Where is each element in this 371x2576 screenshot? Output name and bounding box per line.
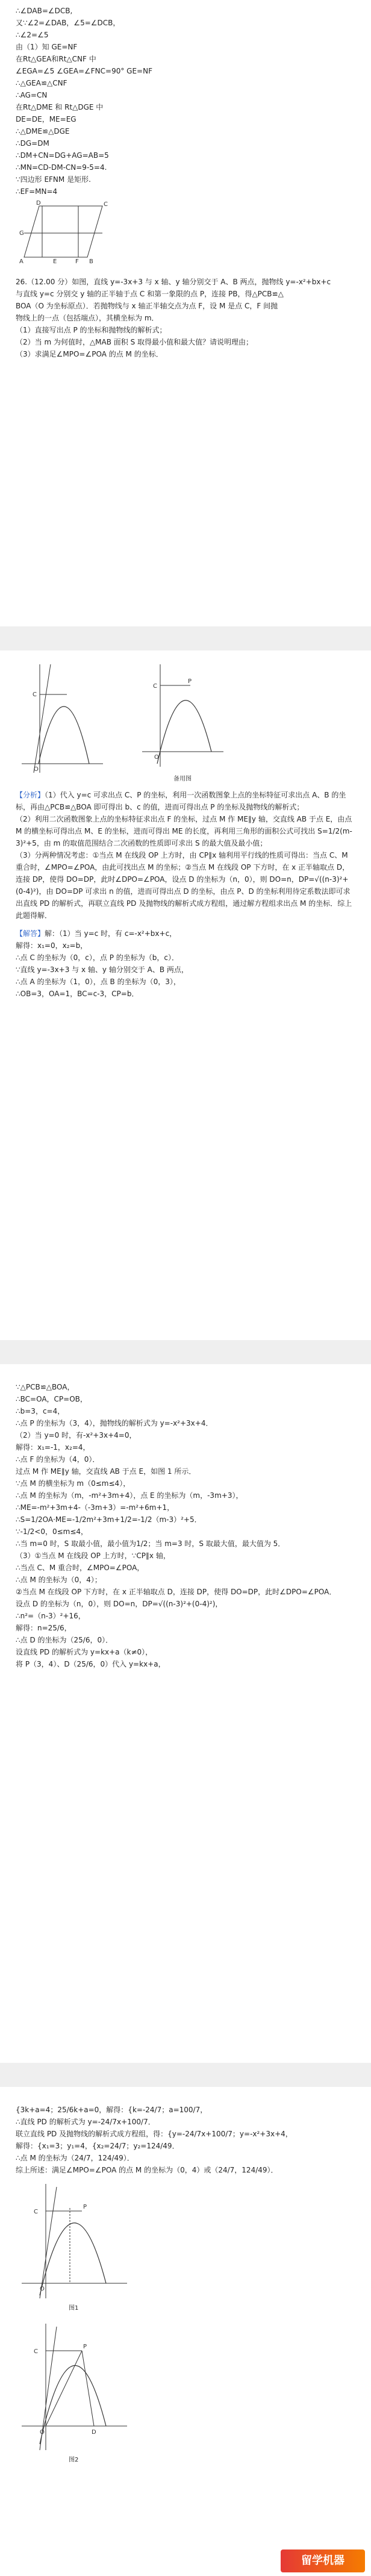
text-line: ②当点 M 在线段 OP 下方时，在 x 正半轴取点 D，连接 DP，使得 DO=DP，此时∠DPO=∠POA． <box>16 1588 337 1596</box>
text-line: （2）当 y=0 时，有-x²+3x+4=0， <box>16 1431 137 1439</box>
svg-text:E: E <box>53 258 57 265</box>
text-line: 将 P（3，4）、D（25/6，0）代入 y=kx+a， <box>16 1660 166 1668</box>
text-line: ∴EF=MN=4 <box>16 187 58 196</box>
page-4 <box>0 2087 371 2576</box>
text-line: ∴点 D 的坐标为（25/6，0）． <box>16 1636 113 1644</box>
text-line: ∠EGA=∠5 ∠GEA=∠FNC=90° GE=NF <box>16 67 152 75</box>
page-3 <box>0 1364 371 2063</box>
text-line: ∴直线 PD 的解析式为 y=-24/7x+100/7． <box>16 2118 155 2126</box>
analysis-text <box>16 813 355 922</box>
svg-text:O: O <box>34 766 39 773</box>
text-line: 解得：n=25/6， <box>16 1624 72 1632</box>
text-line: ∴点 C 的坐标为（0，c），点 P 的坐标为（b，c）． <box>16 953 179 962</box>
text-line: ∴BC=OA，CP=OB， <box>16 1395 87 1403</box>
svg-text:B: B <box>89 258 93 265</box>
proof-lines <box>16 5 355 198</box>
rectangle-figure <box>18 200 108 266</box>
text-line: ∵四边形 EFNM 是矩形. <box>16 175 91 184</box>
figure-2-caption: 图2 <box>69 2457 79 2463</box>
svg-text:C: C <box>33 691 37 698</box>
text-line: （3）①当点 M 在线段 OP 上方时，∵CP∥x 轴， <box>16 1552 170 1560</box>
text-line: 过点 M 作 ME∥y 轴，交直线 AB 于点 E，如图 1 所示． <box>16 1467 196 1476</box>
figure-1-caption: 图1 <box>69 2305 79 2312</box>
text-line: （1）直接写出点 P 的坐标和抛物线的解析式； <box>16 326 167 334</box>
svg-text:P: P <box>83 2344 87 2350</box>
text-line: 又∵∠2=∠DAB，∠5=∠DCB， <box>16 19 120 27</box>
text-line: ∴点 M 的坐标为（24/7，124/49）． <box>16 2154 134 2162</box>
text-line: （3）分两种情况考虑：①当点 M 在线段 OP 上方时，由 CP∥x 轴利用平行线的性质可得出：当点 C、M 重合时，∠MPO=∠POA，由此可找出点 M 的坐标；②当点 M 在线段 OP 下方时，在 x 正半轴取点 D，连接 DP，使得 DO=DP，此时∠DPO=∠POA，设点 D 的坐标为（n，0），则 DO=n，DP=√((n-3)²+(0-4)²)，由 DO=DP 可求出 n 的值，进而可得出点 D 的坐标，由点 P、D 的坐标利用待定系数法即可求出直线 PD 的解析式，再联立直线 PD 及抛物线的解析式成方程组，通过解方程组求出点 M 的坐标．综上此题得解． <box>16 851 352 920</box>
answer-text <box>16 940 355 1000</box>
text-line: ∴∠2=∠5 <box>16 31 49 39</box>
svg-text:G: G <box>19 230 24 237</box>
solution-lines <box>16 1369 355 1670</box>
text-line: 由（1）知 GE=NF <box>16 43 78 51</box>
site-logo[interactable]: 留学机器 <box>281 2549 365 2572</box>
text-line: 与直线 y=c 分别交 y 轴的正半轴于点 C 和第一象限的点 P，连接 PB，得△PCB≌△ <box>16 290 284 298</box>
text-line: 物线上的一点（包括端点），其横坐标为 m． <box>16 314 159 322</box>
page-2 <box>0 650 371 1340</box>
text-line: {3k+a=4；25/6k+a=0，解得：{k=-24/7；a=100/7， <box>16 2106 208 2114</box>
figure-2 <box>16 2321 130 2453</box>
text-line: ∴点 M 的坐标为（m，-m²+3m+4），点 E 的坐标为（m，-3m+3）， <box>16 1491 243 1500</box>
svg-text:C: C <box>104 201 108 208</box>
text-line: ∵△PCB≌△BOA， <box>16 1383 75 1391</box>
text-line: （3）求满足∠MPO=∠POA 的点 M 的坐标． <box>16 350 163 358</box>
text-line: DE=DE，ME=EG <box>16 115 76 123</box>
analysis-label: 【分析】 <box>16 791 45 799</box>
text-line: ∴当点 C、M 重合时，∠MPO=∠POA， <box>16 1564 145 1572</box>
text-line: ∴∠DAB=∠DCB, <box>16 7 73 15</box>
text-line: ∴ME=-m²+3m+4-（-3m+3）=-m²+6m+1， <box>16 1503 175 1512</box>
text-line: ∴MN=CD-DM-CN=9-5=4. <box>16 163 107 172</box>
text-line: 联立直线 PD 及抛物线的解析式成方程组，得：{y=-24/7x+100/7；y=-x²+3x+4， <box>16 2130 293 2138</box>
analysis-first: （1）代入 y=c 可求出点 C、P 的坐标，利用一次函数图象上点的坐标特征可求出点 A、B 的坐标，再由△PCB≌△BOA 即可得出 b、c 的值，进而可得出点 P 的坐标及抛物线的解析式； <box>16 791 346 811</box>
graph-2 <box>136 661 226 776</box>
text-line: ∴n²=（n-3）²+16， <box>16 1612 86 1620</box>
text-line: ∴AG=CN <box>16 91 48 99</box>
svg-text:F: F <box>75 258 79 265</box>
svg-text:D: D <box>36 200 41 207</box>
text-line: ∴S=1/2OA·ME=-1/2m²+3m+1/2=-1/2（m-3）²+5． <box>16 1515 202 1524</box>
text-line: ∵点 M 的横坐标为 m（0≤m≤4）， <box>16 1479 131 1488</box>
text-line: （2）当 m 为何值时，△MAB 面积 S 取得最小值和最大值？请说明理由； <box>16 338 254 346</box>
solution-lines-continued <box>16 2092 355 2176</box>
page-1 <box>0 0 371 626</box>
text-line: 26.（12.00 分）如图，直线 y=-3x+3 与 x 轴、y 轴分别交于 A、B 两点，抛物线 y=-x²+bx+c <box>16 278 331 286</box>
analysis-section <box>16 789 355 813</box>
graph-1 <box>16 661 106 776</box>
answer-label: 【解答】 <box>16 929 45 938</box>
text-line: 在Rt△GEA和Rt△CNF 中 <box>16 55 96 63</box>
figure-1 <box>16 2181 130 2301</box>
text-line: ∴△DME≌△DGE <box>16 127 70 136</box>
text-line: ∴点 A 的坐标为（1，0），点 B 的坐标为（0，3）， <box>16 978 181 986</box>
text-line: ∵直线 y=-3x+3 与 x 轴、y 轴分别交于 A、B 两点， <box>16 965 189 974</box>
text-line: ∴DG=DM <box>16 139 49 148</box>
text-line: ∴OB=3，OA=1，BC=c-3，CP=b． <box>16 990 139 998</box>
text-line: （2）利用二次函数图象上点的坐标特征求出点 F 的坐标，过点 M 作 ME∥y 轴，交直线 AB 于点 E，由点 M 的横坐标可得出点 M、E 的坐标，进而可得出 ME 的长度，再利用三角形的面积公式可找出 S=1/2(m-3)²+5，由 m 的取值范围结合二次函数的性质即可求出 S 的最大值及最小值； <box>16 815 352 847</box>
text-line: ∵-1/2<0，0≤m≤4， <box>16 1527 89 1536</box>
text-line: ∴点 P 的坐标为（3，4），抛物线的解析式为 y=-x²+3x+4． <box>16 1419 213 1427</box>
svg-text:C: C <box>153 683 157 690</box>
text-line: ∴当 m=0 时，S 取最小值，最小值为1/2；当 m=3 时，S 取最大值，最大值为 5． <box>16 1539 285 1548</box>
svg-text:P: P <box>188 678 192 685</box>
svg-text:O: O <box>40 2286 45 2292</box>
text-line: ∴△GEA≌△CNF <box>16 79 67 87</box>
text-line: 综上所述：满足∠MPO=∠POA 的点 M 的坐标为（0，4）或（24/7，124/49）． <box>16 2166 278 2174</box>
text-line: ∴DM+CN=DG+AG=AB=5 <box>16 151 109 160</box>
text-line: ∴b=3，c=4， <box>16 1407 65 1415</box>
answer-first: 解：（1）当 y=c 时，有 c=-x²+bx+c， <box>45 929 177 938</box>
text-line: 解得：x₁=-1，x₂=4， <box>16 1443 90 1452</box>
svg-text:C: C <box>34 2348 38 2355</box>
text-line: 解得：{x₁=3；y₁=4，{x₂=24/7；y₂=124/49． <box>16 2142 179 2150</box>
text-line: 在Rt△DME 和 Rt△DGE 中 <box>16 103 104 111</box>
text-line: ∴点 F 的坐标为（4，0）． <box>16 1455 100 1464</box>
svg-text:O: O <box>154 754 159 761</box>
text-line: BOA（O 为坐标原点）．若抛物线与 x 轴正半轴交点为点 F，设 M 是点 C，F 间抛 <box>16 302 278 310</box>
text-line: 设点 D 的坐标为（n，0），则 DO=n，DP=√((n-3)²+(0-4)²)， <box>16 1600 223 1608</box>
svg-text:O: O <box>40 2429 45 2436</box>
question-26 <box>16 276 355 360</box>
text-line: 解得：x₁=0，x₂=b， <box>16 941 88 950</box>
figure-caption: 备用图 <box>173 776 192 782</box>
text-line: 设直线 PD 的解析式为 y=kx+a（k≠0）， <box>16 1648 153 1656</box>
answer-section <box>16 928 355 940</box>
svg-text:C: C <box>34 2209 38 2215</box>
svg-text:D: D <box>92 2429 96 2436</box>
text-line: ∴点 M 的坐标为（0，4）； <box>16 1576 102 1584</box>
svg-text:A: A <box>19 258 23 265</box>
svg-text:P: P <box>83 2204 87 2210</box>
